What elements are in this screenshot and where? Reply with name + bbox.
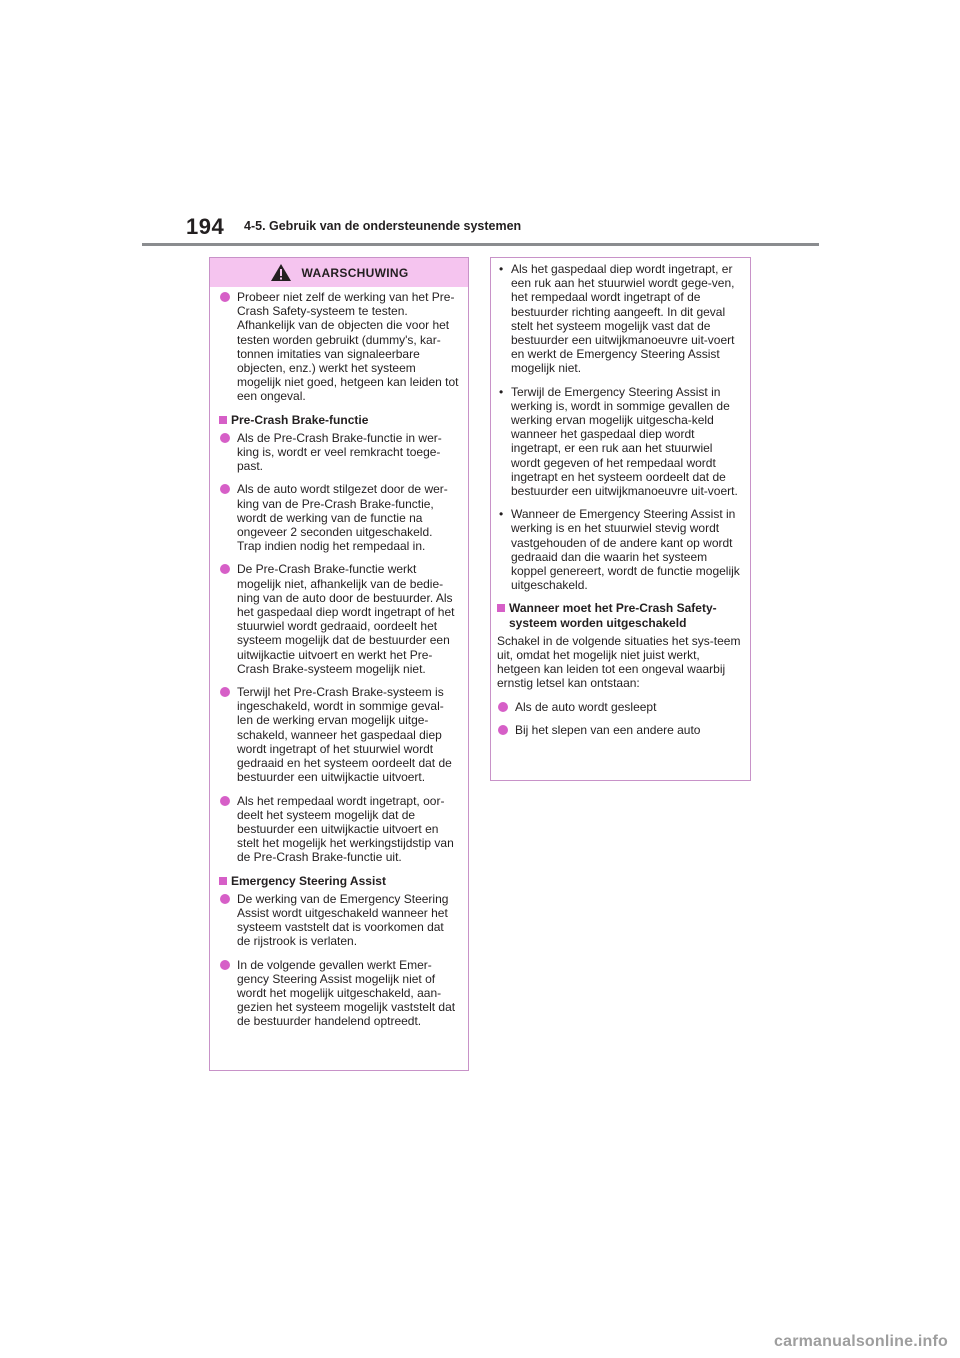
bullet-dot-icon <box>498 702 508 712</box>
list-item: De Pre-Crash Brake-functie werkt mogelijk niet, afhankelijk van de bedie-ning van de auto door de bestuurder. Als het gaspedaal diep wordt ingetrapt of het stuurwiel wordt gedraaid, oordeelt het systeem mogelijk dat de bestuurder een uitwijkactie uitvoert en werkt het Pre-Crash Brake-systeem mogelijk niet. <box>219 562 459 676</box>
sub-bullet-marker: • <box>499 384 504 399</box>
warning-triangle-icon <box>270 263 292 282</box>
bullet-dot-icon <box>220 960 230 970</box>
sub-bullet-marker: • <box>499 507 504 522</box>
warning-title: WAARSCHUWING <box>301 265 409 280</box>
bullet-dot-icon <box>220 433 230 443</box>
warning-content-right <box>491 258 750 737</box>
list-item: Als de Pre-Crash Brake-functie in wer-king is, wordt er veel remkracht toege-past. <box>219 431 459 474</box>
watermark: carmanualsonline.info <box>774 1333 949 1350</box>
header-divider <box>142 243 819 246</box>
square-bullet-icon <box>219 416 227 424</box>
sub-list-item: • Wanneer de Emergency Steering Assist in werking is en het stuurwiel stevig wordt vastgehouden of de andere kant op wordt gedraaid dan die waarin het systeem koppel genereert, wordt de functie mogelijk uitgeschakeld. <box>499 507 740 593</box>
list-item: In de volgende gevallen werkt Emer-gency Steering Assist mogelijk niet of wordt het mogelijk uitgeschakeld, aan-gezien het systeem mogelijk vaststelt dat de bestuurder handelend optreedt. <box>219 958 459 1029</box>
sub-list-item: • Terwijl de Emergency Steering Assist in werking is, wordt in sommige gevallen de werking ervan mogelijk uitgescha-keld wanneer het gaspedaal diep wordt ingetrapt, er een ruk aan het stuurwiel wordt gegeven of het rempedaal wordt ingetrapt en het systeem oordeelt dat de bestuurder een uitwijkmanoeuvre uit-voert. <box>499 384 738 499</box>
bullet-dot-icon <box>220 484 230 494</box>
section-heading: Emergency Steering Assist <box>219 874 459 888</box>
list-item: De werking van de Emergency Steering Assist wordt uitgeschakeld wanneer het systeem vaststelt dat is voorkomen dat de rijstrook is verlaten. <box>219 892 459 949</box>
list-item: Probeer niet zelf de werking van het Pre-Crash Safety-systeem te testen. Afhankelijk van de objecten die voor het testen worden gebruikt (dummy's, kar-tonnen imitaties van signaleerbare objecten, enz.) werkt het systeem mogelijk niet goed, hetgeen kan leiden tot een ongeval. <box>219 290 459 404</box>
list-item: Als de auto wordt gesleept <box>497 700 741 714</box>
chapter-title: 4-5. Gebruik van de ondersteunende systemen <box>244 219 522 233</box>
sub-bullet-marker: • <box>499 262 504 276</box>
bullet-dot-icon <box>220 687 230 697</box>
warning-header <box>210 258 468 287</box>
section-heading: Pre-Crash Brake-functie <box>219 413 459 427</box>
list-item: Als het rempedaal wordt ingetrapt, oor-deelt het systeem mogelijk dat de bestuurder een uitwijkactie uitvoert en stelt het mogelijk het werkingstijdstip van de Pre-Crash Brake-functie uit. <box>219 794 459 865</box>
list-item: Bij het slepen van een andere auto <box>497 723 741 737</box>
square-bullet-icon <box>497 604 505 612</box>
warning-box <box>209 257 469 1071</box>
list-item: Terwijl het Pre-Crash Brake-systeem is ingeschakeld, wordt in sommige geval-len de werking ervan mogelijk uitge-schakeld, wanneer het gaspedaal diep wordt ingetrapt of het stuurwiel wordt gedraaid en het systeem oordeelt dat de bestuurder een uitwijkactie uitvoert. <box>219 685 459 784</box>
paragraph: Schakel in de volgende situaties het sys-teem uit, omdat het mogelijk niet juist werkt, hetgeen kan leiden tot een ongeval waarbij ernstig letsel kan ontstaan: <box>497 633 741 691</box>
bullet-dot-icon <box>220 894 230 904</box>
warning-content-left <box>210 287 468 1029</box>
bullet-dot-icon <box>498 725 508 735</box>
page-number: 194 <box>186 214 225 239</box>
list-item: Als de auto wordt stilgezet door de wer-king van de Pre-Crash Brake-functie, wordt de werking van de functie na ongeveer 2 seconden uitgeschakeld. Trap indien nodig het rempedaal in. <box>219 482 459 553</box>
bullet-dot-icon <box>220 292 230 302</box>
bullet-dot-icon <box>220 796 230 806</box>
section-heading: Wanneer moet het Pre-Crash Safety-systeem worden uitgeschakeld <box>497 601 741 629</box>
warning-box-continued <box>490 257 751 781</box>
bullet-dot-icon <box>220 564 230 574</box>
square-bullet-icon <box>219 877 227 885</box>
sub-list-item: • Als het gaspedaal diep wordt ingetrapt, er een ruk aan het stuurwiel wordt gege-ven, het rempedaal wordt ingetrapt of de bestuurder richting aangeeft. In dit geval stelt het systeem mogelijk vast dat de bestuurder een uitwijkmanoeuvre uit-voert en werkt de Emergency Steering Assist mogelijk niet. <box>499 262 735 376</box>
